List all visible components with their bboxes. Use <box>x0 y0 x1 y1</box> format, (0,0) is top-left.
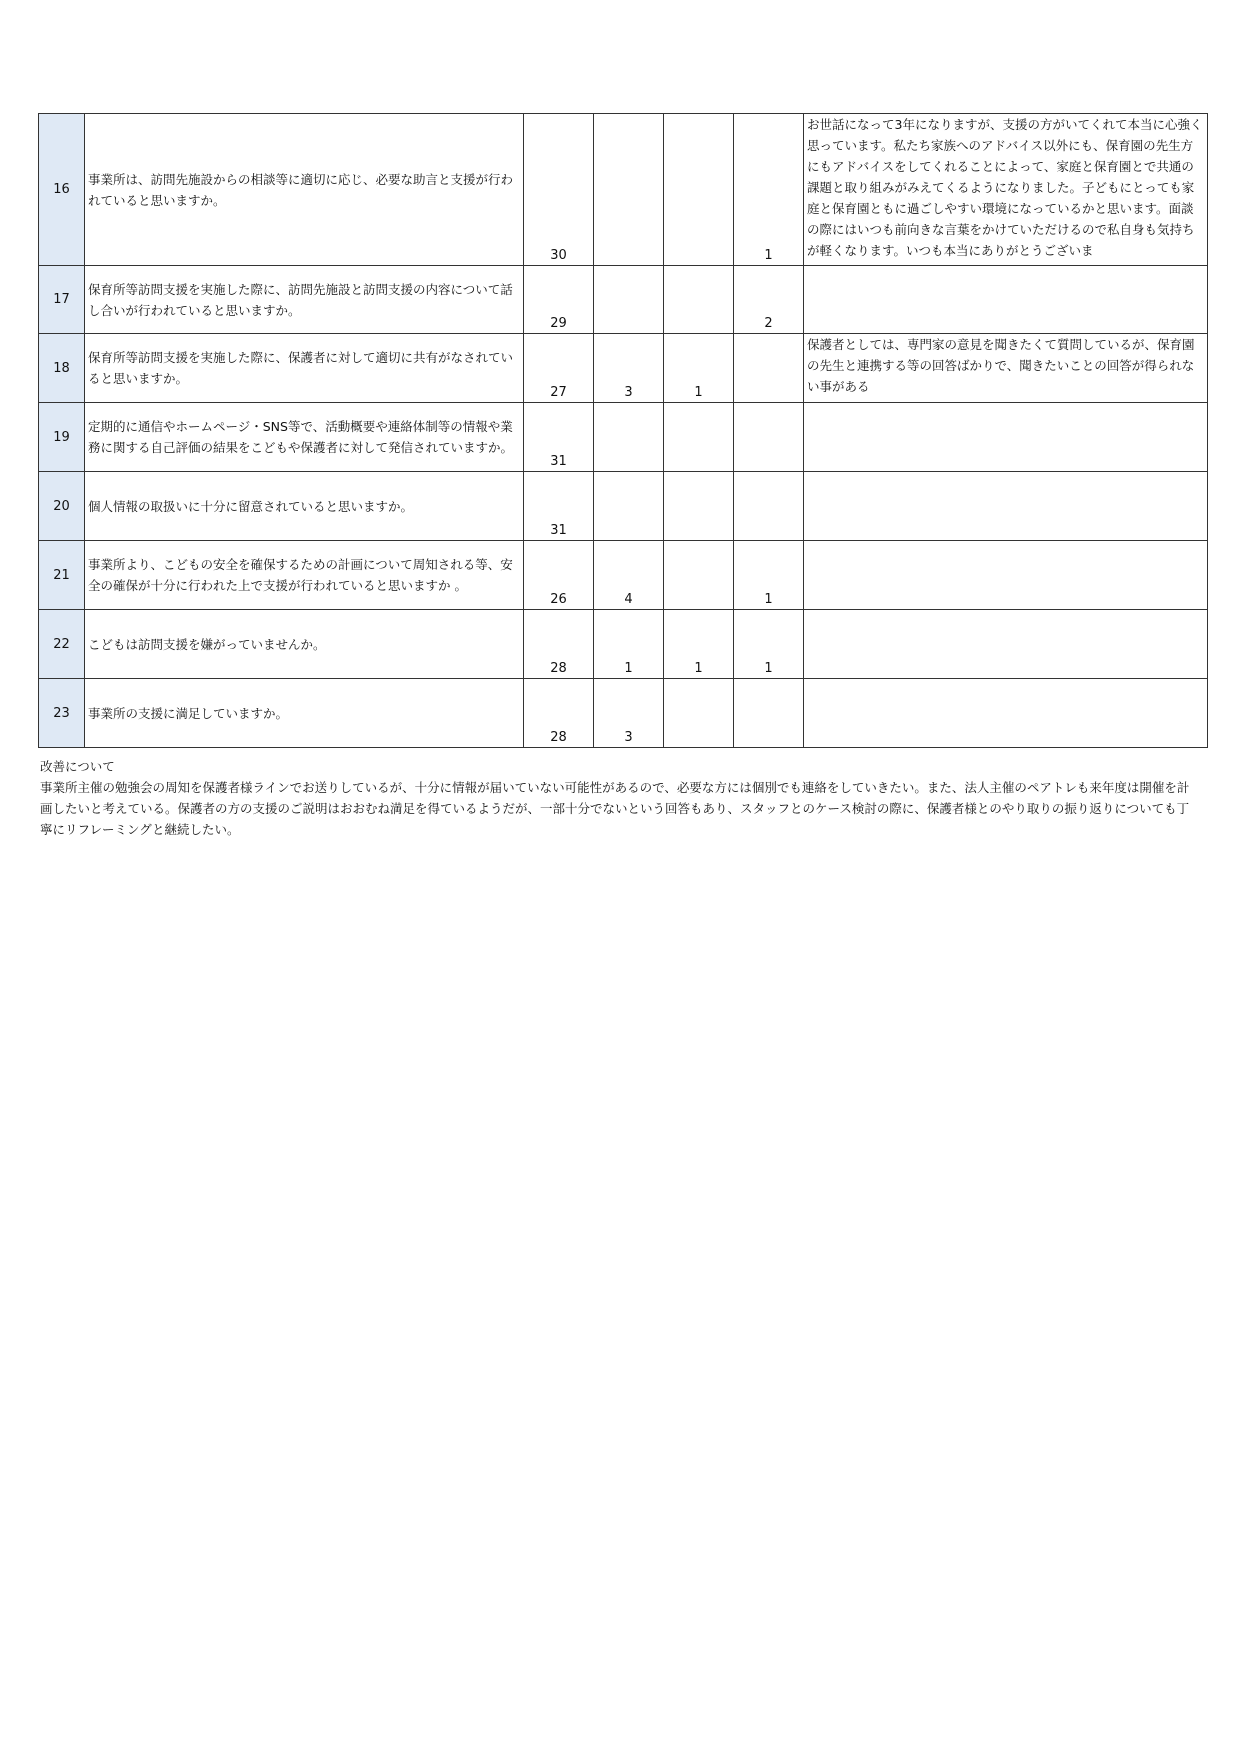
count-cell-1: 27 <box>524 334 594 403</box>
row-number: 18 <box>39 334 85 403</box>
count-cell-2: 1 <box>594 610 664 679</box>
row-number: 23 <box>39 679 85 748</box>
count-cell-4: 1 <box>734 610 804 679</box>
row-number: 19 <box>39 403 85 472</box>
table-row <box>39 541 1208 610</box>
count-cell-3 <box>664 541 734 610</box>
table-row <box>39 266 1208 334</box>
table-row <box>39 334 1208 403</box>
comment-cell <box>804 679 1208 748</box>
count-cell-1: 31 <box>524 403 594 472</box>
count-cell-4 <box>734 403 804 472</box>
count-cell-3: 1 <box>664 334 734 403</box>
count-cell-1: 28 <box>524 610 594 679</box>
count-cell-3 <box>664 403 734 472</box>
improvement-title: 改善について <box>40 759 115 774</box>
row-number: 22 <box>39 610 85 679</box>
comment-cell-text <box>807 403 1205 470</box>
count-cell-2 <box>594 114 664 266</box>
question-text: 定期的に通信やホームページ・SNS等で、活動概要や連絡体制等の情報や業務に関する自己評価の結果をこどもや保護者に対して発信されていますか。 <box>85 403 524 472</box>
count-cell-2 <box>594 472 664 541</box>
table-row <box>39 679 1208 748</box>
improvement-body: 事業所主催の勉強会の周知を保護者様ラインでお送りしているが、十分に情報が届いていない可能性があるので、必要な方には個別でも連絡をしていきたい。また、法人主催のペアトレも来年度は開催を計画したいと考えている。保護者の方の支援のご説明はおおむね満足を得ているようだが、一部十分でないという回答もあり、スタッフとのケース検討の際に、保護者様とのやり取りの振り返りについても丁寧にリフレーミングと継続したい。 <box>40 780 1190 837</box>
count-cell-2: 3 <box>594 334 664 403</box>
count-cell-4: 2 <box>734 266 804 334</box>
count-cell-1: 31 <box>524 472 594 541</box>
comment-cell <box>804 610 1208 679</box>
count-cell-1: 26 <box>524 541 594 610</box>
comment-cell <box>804 114 1208 266</box>
count-cell-4: 1 <box>734 114 804 266</box>
question-text: こどもは訪問支援を嫌がっていませんか。 <box>85 610 524 679</box>
table-row <box>39 472 1208 541</box>
comment-cell <box>804 403 1208 472</box>
row-number: 21 <box>39 541 85 610</box>
count-cell-4 <box>734 679 804 748</box>
count-cell-1: 28 <box>524 679 594 748</box>
table-row <box>39 114 1208 266</box>
count-cell-4 <box>734 472 804 541</box>
comment-cell <box>804 472 1208 541</box>
question-text: 保育所等訪問支援を実施した際に、訪問先施設と訪問支援の内容について話し合いが行われていると思いますか。 <box>85 266 524 334</box>
comment-cell-text: 保護者としては、専門家の意見を聞きたくて質問しているが、保育園の先生と連携する等の回答ばかりで、聞きたいことの回答が得られない事がある <box>807 337 1195 394</box>
comment-cell-text <box>807 541 1205 608</box>
row-number: 16 <box>39 114 85 266</box>
improvement-section <box>40 756 1200 840</box>
count-cell-2: 4 <box>594 541 664 610</box>
question-text: 保育所等訪問支援を実施した際に、保護者に対して適切に共有がなされていると思いますか。 <box>85 334 524 403</box>
count-cell-3 <box>664 266 734 334</box>
table-row <box>39 403 1208 472</box>
row-number: 20 <box>39 472 85 541</box>
question-text: 事業所の支援に満足していますか。 <box>85 679 524 748</box>
count-cell-2 <box>594 403 664 472</box>
count-cell-4 <box>734 334 804 403</box>
count-cell-3 <box>664 114 734 266</box>
comment-cell-text: お世話になって3年になりますが、支援の方がいてくれて本当に心強く思っています。私たち家族へのアドバイス以外にも、保育園の先生方にもアドバイスをしてくれることによって、家庭と保育園とで共通の課題と取り組みがみえてくるようになりました。子どもにとっても家庭と保育園ともに過ごしやすい環境になっているかと思います。面談の際にはいつも前向きな言葉をかけていただけるので私自身も気持ちが軽くなります。いつも本当にありがとうございま <box>807 117 1203 258</box>
count-cell-4: 1 <box>734 541 804 610</box>
count-cell-1: 29 <box>524 266 594 334</box>
count-cell-3 <box>664 472 734 541</box>
count-cell-1: 30 <box>524 114 594 266</box>
count-cell-2: 3 <box>594 679 664 748</box>
table-row <box>39 610 1208 679</box>
row-number: 17 <box>39 266 85 334</box>
question-text: 事業所より、こどもの安全を確保するための計画について周知される等、安全の確保が十分に行われた上で支援が行われていると思いますか 。 <box>85 541 524 610</box>
comment-cell-text <box>807 266 1205 332</box>
question-text: 個人情報の取扱いに十分に留意されていると思いますか。 <box>85 472 524 541</box>
count-cell-3 <box>664 679 734 748</box>
comment-cell <box>804 541 1208 610</box>
count-cell-3: 1 <box>664 610 734 679</box>
comment-cell-text <box>807 472 1205 539</box>
survey-table <box>38 113 1208 748</box>
comment-cell-text <box>807 610 1205 677</box>
comment-cell <box>804 266 1208 334</box>
count-cell-2 <box>594 266 664 334</box>
comment-cell-text <box>807 679 1205 746</box>
comment-cell <box>804 334 1208 403</box>
question-text: 事業所は、訪問先施設からの相談等に適切に応じ、必要な助言と支援が行われていると思いますか。 <box>85 114 524 266</box>
